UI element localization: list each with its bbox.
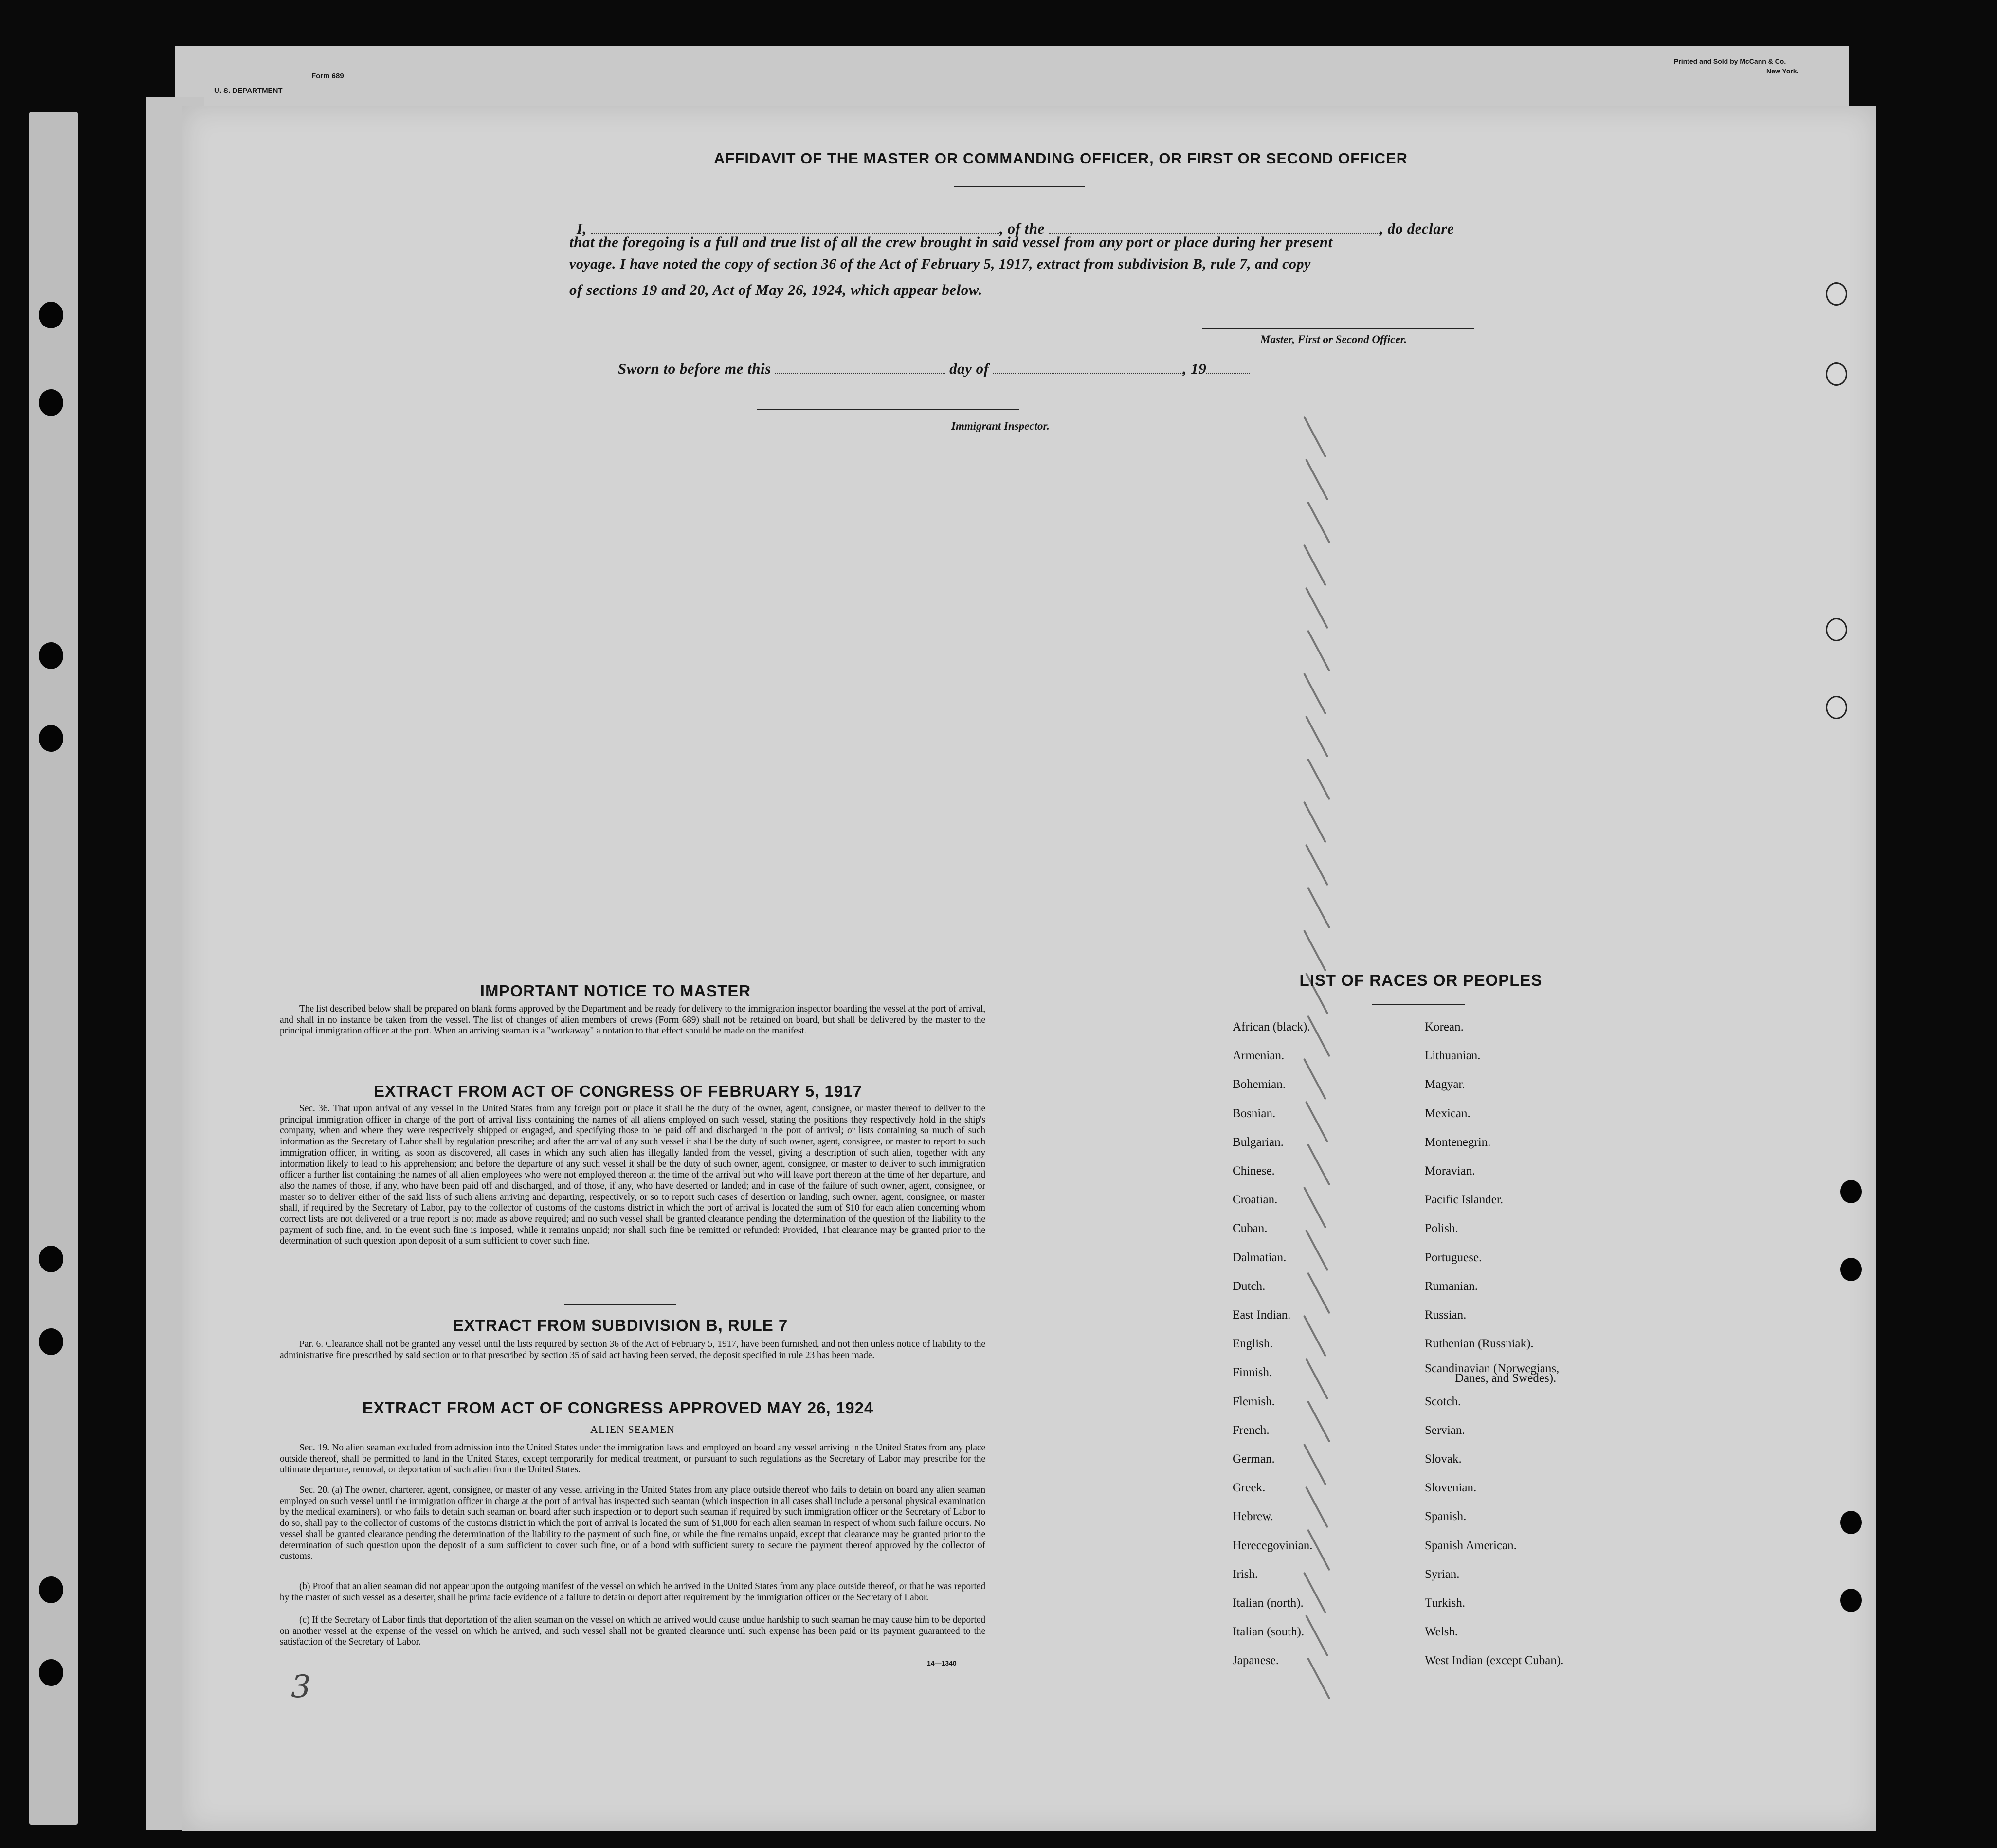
print-code: 14—1340 [927,1659,957,1667]
race-item: Bohemian. [1233,1078,1286,1091]
races-title: LIST OF RACES OR PEOPLES [1299,971,1543,989]
affidavit-line-2: that the foregoing is a full and true list of all the crew brought in said vessel from any port or place during her present [569,234,1333,251]
punch-hole [1826,282,1847,306]
race-item: Bulgarian. [1233,1135,1284,1149]
extract-1924-title: EXTRACT FROM ACT OF CONGRESS APPROVED MAY 26, 1924 [362,1399,874,1417]
punch-hole [39,1659,63,1686]
race-item: Slovak. [1425,1452,1462,1466]
department-label: U. S. DEPARTMENT [214,87,283,95]
affidavit-line-3: voyage. I have noted the copy of section 36 of the Act of February 5, 1917, extract from subdivision B, rule 7, and copy [569,256,1311,272]
punch-hole [39,1246,63,1272]
race-item: Slovenian. [1425,1481,1477,1495]
sec20c-text: (c) If the Secretary of Labor finds that deportation of the alien seaman on the vessel on which he arrived would cause undue hardship to such seaman he may cause him to be deported on another vessel at the expense of the vessel on which he arrived, and such vessel shall not be granted clearance until such expense has been paid or its payment guaranteed to the satisfaction of the Secretary of Labor. [280,1615,985,1648]
race-item: Magyar. [1425,1078,1465,1091]
race-item: Portuguese. [1425,1250,1482,1264]
race-item: English. [1233,1337,1273,1351]
affidavit-title-rule [954,186,1085,187]
inspector-signature-line[interactable] [757,409,1019,410]
punch-hole [1840,1589,1862,1612]
printer-label: Printed and Sold by McCann & Co. [1674,57,1786,65]
filing-strip [29,112,78,1825]
race-item: Italian (south). [1233,1625,1305,1639]
sworn-month-blank[interactable] [993,361,1183,374]
race-item: Pacific Islander. [1425,1193,1504,1207]
race-item: Servian. [1425,1423,1465,1437]
race-item: Spanish American. [1425,1539,1517,1552]
sworn-year-blank[interactable] [1206,361,1250,374]
race-item: West Indian (except Cuban). [1425,1654,1564,1667]
race-item: Syrian. [1425,1567,1460,1581]
name-blank[interactable] [591,221,999,234]
race-item: Armenian. [1233,1049,1285,1063]
race-item: Herecegovinian. [1233,1539,1313,1552]
rule7-title: EXTRACT FROM SUBDIVISION B, RULE 7 [453,1316,788,1334]
sworn-line [618,360,1250,378]
race-item: Turkish. [1425,1596,1466,1610]
race-item: Polish. [1425,1222,1458,1235]
race-item: German. [1233,1452,1275,1466]
punch-hole [39,389,63,416]
extract-1917-title: EXTRACT FROM ACT OF CONGRESS OF FEBRUARY 5, 1917 [374,1082,862,1100]
affidavit-line-4: of sections 19 and 20, Act of May 26, 1924, which appear below. [569,281,982,298]
race-item: Italian (north). [1233,1596,1304,1610]
race-item: Rumanian. [1425,1279,1478,1293]
printer-city: New York. [1766,67,1799,75]
rule7-text: Par. 6. Clearance shall not be granted any vessel until the lists required by section 36 of the Act of February 5, 1917, have been furnished, and not then unless notice of liability to the administrative fine prescribed by said section or to that prescribed by section 35 of said act having been served, the deposit specified in rule 23 has been made. [280,1339,985,1360]
punch-hole [1826,618,1847,641]
race-item: Irish. [1233,1567,1258,1581]
punch-hole [1840,1258,1862,1281]
extract-1917-text: Sec. 36. That upon arrival of any vessel in the United States from any foreign port or place it shall be the duty of the owner, agent, consignee, or master thereof to deliver to the principal immigration officer in charge of the port of arrival lists containing the names of all aliens employed on such vessel, stating the positions they respectively hold in the ship's company, when and where they were respectively shipped or engaged, and specifying those to be paid off and discharged in the port of arrival; or lists containing so much of such information as the Secretary of Labor shall by regulation prescribe; and after the arrival of any such vessel it shall be the duty of such owner, agent, consignee, or master to report to such immigration officer, in writing, as soon as discovered, all cases in which any such alien has illegally landed from the vessel, giving a description of such alien, together with any information likely to lead to his apprehension; and before the departure of any such vessel it shall be the duty of such owner, agent, consignee, or master to deliver to such immigration officer a further list containing the names of all alien employees who were not employed thereon at the time of the arrival but who will leave port thereon at the time of her departure, and also the names of those, if any, who have been paid off and discharged, and of those, if any, who have deserted or landed; and in case of the failure of such owner, agent, consignee, or master so to deliver either of the said lists of such aliens arriving and departing, respectively, or so to report such cases of desertion or landing, such owner, agent, consignee, or master shall, if required by the Secretary of Labor, pay to the collector of customs of the customs district in which the port of arrival is located the sum of $10 for each alien concerning whom correct lists are not delivered or a true report is not made as above required; and no such vessel shall be granted clearance pending the determination of the question of the liability to the payment of such fine, and, in the event such fine is imposed, while it remains unpaid; nor shall such fine be remitted or refunded: Provided, That clearance may be granted prior to the determination of such question upon deposit of a sum sufficient to cover such fine. [280,1104,985,1247]
race-item: Dutch. [1233,1279,1266,1293]
punch-hole [39,725,63,752]
extract-1917-rule [564,1304,676,1305]
punch-hole [1840,1180,1862,1203]
race-item-continuation: Danes, and Swedes). [1455,1372,1557,1385]
race-item: Korean. [1425,1020,1464,1033]
year-prefix: , 19 [1182,360,1207,377]
race-item: French. [1233,1423,1270,1437]
race-item: East Indian. [1233,1308,1291,1322]
punch-hole [1826,696,1847,719]
race-item: Montenegrin. [1425,1135,1491,1149]
race-item: Dalmatian. [1233,1250,1287,1264]
inspector-caption: Immigrant Inspector. [951,420,1050,432]
sworn-label: Sworn to before me this [618,360,771,377]
sec20b-text: (b) Proof that an alien seaman did not appear upon the outgoing manifest of the vessel on which he arrived in the United States from any place outside thereof, or that he was reported by the master of such vessel as a deserter, shall be prima facie evidence of a failure to detain or deport after requirement by the immigration officer or the Secretary of Labor. [280,1581,985,1603]
race-item: Bosnian. [1233,1106,1276,1120]
race-item: Russian. [1425,1308,1467,1322]
punch-hole [1826,362,1847,386]
race-item: African (black). [1233,1020,1310,1033]
race-item: Hebrew. [1233,1510,1273,1523]
race-item: Ruthenian (Russniak). [1425,1337,1534,1351]
race-item: Scotch. [1425,1395,1461,1408]
race-item: Spanish. [1425,1510,1467,1523]
race-item: Lithuanian. [1425,1049,1481,1063]
punch-hole [39,642,63,669]
race-item: Chinese. [1233,1164,1275,1178]
races-title-rule [1372,1004,1465,1005]
notice-text: The list described below shall be prepared on blank forms approved by the Department and be ready for delivery to the immigration inspector boarding the vessel at the port of arrival, and shall in no instance be taken from the vessel. The list of changes of alien members of crews (Form 689) shall not be retained on board, but shall be delivered by the master to the principal immigration officer at the port. When an arriving seaman is a "workaway" a notation to that effect should be made on the manifest. [280,1004,985,1036]
notice-title: IMPORTANT NOTICE TO MASTER [480,982,751,1000]
punch-hole [39,302,63,328]
race-item: Mexican. [1425,1106,1471,1120]
race-item: Scandinavian (Norwegians, [1425,1362,1560,1376]
affidavit-title: AFFIDAVIT OF THE MASTER OR COMMANDING OFFICER, OR FIRST OR SECOND OFFICER [713,150,1408,167]
sworn-day-blank[interactable] [775,361,945,374]
race-item: Japanese. [1233,1654,1279,1667]
sec19-text: Sec. 19. No alien seaman excluded from admission into the United States under the immigration laws and employed on board any vessel arriving in the United States from any place outside thereof, shall be permitted to land in the United States, except temporarily for medical treatment, or pursuant to such regulations as the Secretary of Labor may prescribe for the ultimate departure, removal, or deportation of such alien from the United States. [280,1443,985,1475]
race-item: Moravian. [1425,1164,1475,1178]
form-number: Form 689 [311,72,344,80]
race-item: Cuban. [1233,1222,1268,1235]
alien-seamen-subtitle: ALIEN SEAMEN [590,1423,675,1435]
punch-hole [39,1328,63,1355]
race-item: Greek. [1233,1481,1266,1495]
master-caption: Master, First or Second Officer. [1260,333,1407,345]
sec20a-text: Sec. 20. (a) The owner, charterer, agent, consignee, or master of any vessel arriving in the United States from any place outside thereof who fails to detain on board any alien seaman employed on such vessel until the immigration officer in charge at the port of arrival has inspected such seaman (which inspection in all cases shall include a personal physical examination by the medical examiners), or who fails to detain such seaman on board after such inspection or to deport such seaman if required by such immigration officer or the Secretary of Labor to do so, shall pay to the collector of customs of the customs district in which the port of arrival is located the sum of $1,000 for each alien seaman in respect of whom such failure occurs. No vessel shall be granted clearance pending the determination of the liability to the payment of such fine, or while the fine remains unpaid, except that clearance may be granted prior to the determination of such question upon the deposit of a sum sufficient to cover such fine, or of a bond with sufficient surety to secure the payment thereof approved by the collector of customs. [280,1485,985,1562]
handwritten-mark: 3 [291,1669,311,1705]
i-label: I, [577,220,587,237]
vessel-blank[interactable] [1049,221,1380,234]
of-the-label: , of the [999,220,1045,237]
day-of-label: day of [949,360,989,377]
race-item: Flemish. [1233,1395,1275,1408]
race-item: Croatian. [1233,1193,1278,1207]
punch-hole [1840,1511,1862,1534]
do-declare-label: , do declare [1380,220,1454,237]
punch-hole [39,1576,63,1603]
race-item: Finnish. [1233,1366,1272,1379]
master-signature-line[interactable] [1202,328,1474,329]
race-item: Welsh. [1425,1625,1458,1639]
